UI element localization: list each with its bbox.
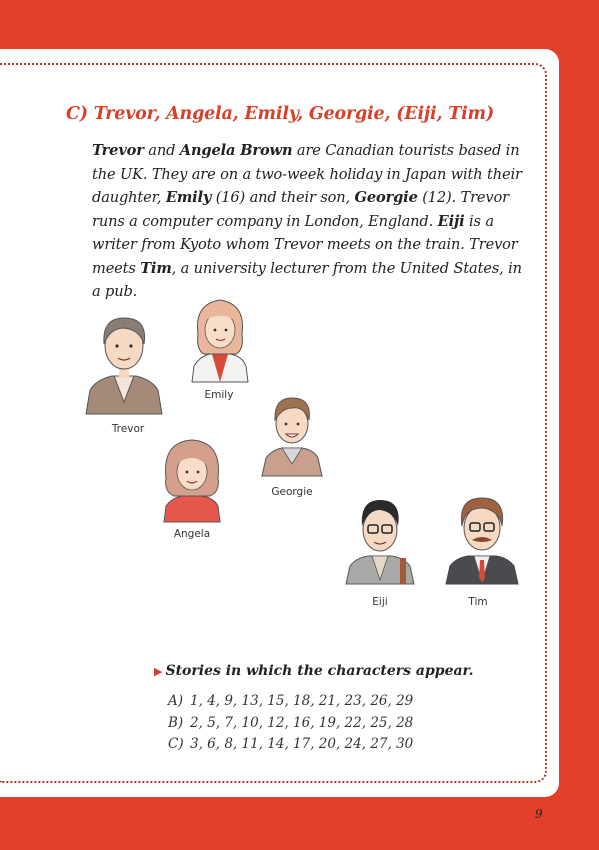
story-numbers: 1, 4, 9, 13, 15, 18, 21, 23, 26, 29 <box>190 693 414 709</box>
story-key: A) <box>168 693 184 709</box>
story-numbers: 3, 6, 8, 11, 14, 17, 20, 24, 27, 30 <box>190 736 414 752</box>
angela-illustration <box>160 434 224 524</box>
tim-label: Tim <box>468 596 488 608</box>
intro-text: and <box>143 142 180 159</box>
tim-illustration <box>444 490 520 586</box>
intro-name: Emily <box>165 189 212 206</box>
stories-list <box>168 691 488 756</box>
story-key: B) <box>168 714 184 731</box>
intro-text: is a writer from Kyoto whom Trevor meets on the train. Trevor meets <box>92 212 518 277</box>
intro-name: Angela Brown <box>179 142 293 159</box>
story-row <box>168 734 488 756</box>
stories-title <box>154 663 474 679</box>
emily-label: Emily <box>204 389 234 401</box>
georgie-label: Georgie <box>271 486 313 498</box>
emily-illustration <box>188 294 252 384</box>
intro-name: Georgie <box>354 189 418 206</box>
story-numbers: 2, 5, 7, 10, 12, 16, 19, 22, 25, 28 <box>190 714 414 731</box>
georgie-illustration <box>260 390 324 478</box>
story-row <box>168 713 488 735</box>
trevor-illustration <box>82 310 166 416</box>
eiji-illustration <box>344 494 416 586</box>
intro-paragraph <box>92 139 532 304</box>
stories-title-text: Stories in which the characters appear. <box>165 663 474 679</box>
intro-name: Tim <box>140 259 172 277</box>
page-number: 9 <box>535 807 543 821</box>
intro-name: Trevor <box>92 142 144 159</box>
story-key: C) <box>168 736 184 752</box>
intro-text: are Canadian tourists based in the UK. They are on a two-week holiday in Japan with their daughter, <box>92 142 522 206</box>
triangle-bullet-icon: ▶ <box>154 665 163 678</box>
intro-text: (12). Trevor runs a computer company in London, England. <box>92 189 509 230</box>
intro-text: , a university lecturer from the United States, in a pub. <box>92 259 522 300</box>
trevor-label: Trevor <box>111 423 145 435</box>
intro-name: Eiji <box>437 212 465 230</box>
eiji-label: Eiji <box>372 596 388 608</box>
story-row <box>168 691 488 713</box>
intro-text: (16) and their son, <box>211 189 355 206</box>
angela-label: Angela <box>173 528 211 540</box>
section-heading: C) Trevor, Angela, Emily, Georgie, (Eiji, Tim) <box>66 104 494 124</box>
